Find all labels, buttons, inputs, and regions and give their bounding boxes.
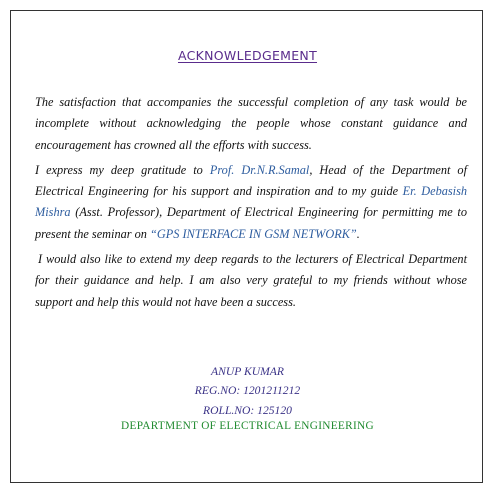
- signature-block: [0, 362, 495, 420]
- seminar-title: “GPS INTERFACE IN GSM NETWORK”: [149, 226, 357, 241]
- page-title: ACKNOWLEDGEMENT: [177, 48, 318, 63]
- paragraph-2-text-3: (Asst. Professor), Department of Electrical Engineering for permitting me to present the seminar on: [35, 205, 467, 241]
- roll-number: ROLL.NO: 125120: [203, 403, 292, 417]
- hod-name: Prof. Dr.N.R.Samal: [209, 162, 310, 177]
- paragraph-2-text-4: .: [356, 226, 360, 241]
- paragraph-3: I would also like to extend my deep regards to the lecturers of Electrical Department for their guidance and help. I am also very grateful to my friends without whose support and help this would not have been a success.: [35, 252, 467, 309]
- department-name: DEPARTMENT OF ELECTRICAL ENGINEERING: [121, 420, 374, 432]
- registration-number: REG.NO: 1201211212: [194, 384, 301, 398]
- guide-name: Er. Debasish Mishra: [35, 184, 467, 220]
- paragraph-1: The satisfaction that accompanies the successful completion of any task would be incomplete without acknowledging the people whose constant guidance and encouragement has crowned all the efforts with success.: [35, 95, 467, 152]
- paragraph-2: [35, 160, 467, 245]
- acknowledgement-body: [35, 92, 467, 317]
- student-name: ANUP KUMAR: [211, 365, 284, 378]
- paragraph-2-text-2: , Head of the Department of Electrical Engineering for his support and inspiration and to my guide: [35, 162, 467, 199]
- paragraph-2-text-1: I express my deep gratitude to: [35, 162, 210, 177]
